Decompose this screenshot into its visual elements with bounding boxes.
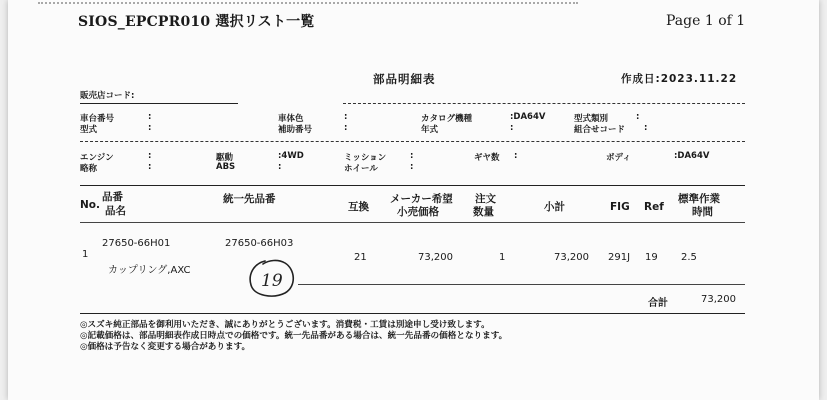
row-unified: 27650-66H03 <box>225 238 294 249</box>
colon: : <box>148 162 152 172</box>
header-ref: Ref <box>644 201 664 213</box>
row-fig: 291J <box>608 252 631 263</box>
header-maker-price-2: 小売価格 <box>397 206 439 218</box>
drive-value: :4WD <box>278 151 304 161</box>
drive-label: 駆動 <box>216 153 234 163</box>
gear-label: ギヤ数 <box>474 153 500 163</box>
scan-artifact <box>38 2 578 10</box>
row-part-name: カップリング,AXC <box>108 265 191 276</box>
row-price: 73,200 <box>418 252 453 263</box>
model-label: 型式 <box>80 125 98 135</box>
mission-label: ミッション <box>344 153 387 163</box>
color-label: 車体色 <box>278 114 304 124</box>
colon: : <box>344 123 348 133</box>
wheel-label: ホイール <box>344 164 378 174</box>
colon: : <box>510 123 514 133</box>
header-part-no: 品番 <box>102 191 123 203</box>
colon: : <box>644 123 648 133</box>
row-interchange: 21 <box>354 252 367 263</box>
brake-label: 略称 <box>80 164 98 174</box>
colon: : <box>636 112 640 122</box>
body-label: ボディ <box>606 153 631 163</box>
dealer-code-label: 販売店コード: <box>80 91 135 101</box>
header-no: No. <box>80 199 100 211</box>
note-2: ◎記載価格は、部品明細表作成日時点での価格です。統一先品番がある場合は、統一先品番の価格となります。 <box>80 331 508 341</box>
document-page <box>8 0 819 400</box>
sub-no-label: 補助番号 <box>278 125 313 135</box>
catalog-label: カタログ機種 <box>421 114 473 124</box>
colon: : <box>148 112 152 122</box>
handwritten-number: 19 <box>261 271 283 291</box>
rule <box>80 313 745 314</box>
row-ref: 19 <box>645 252 658 263</box>
colon: : <box>410 162 414 172</box>
note-1: ◎スズキ純正部品を御利用いただき、誠にありがとうございます。消費税・工賃は別途申し受け致します。 <box>80 320 490 330</box>
header-interchange: 互換 <box>348 201 369 213</box>
row-subtotal: 73,200 <box>554 252 589 263</box>
rule <box>298 284 745 285</box>
row-no: 1 <box>82 249 89 260</box>
rule <box>80 141 745 142</box>
rule <box>80 185 745 186</box>
report-title: SIOS_EPCPR010 選択リスト一覧 <box>78 14 315 30</box>
engine-label: エンジン <box>80 153 114 163</box>
total-value: 73,200 <box>701 294 736 305</box>
colon: : <box>410 151 414 161</box>
colon: : <box>148 123 152 133</box>
colon: : <box>148 151 152 161</box>
total-label: 合計 <box>648 298 668 309</box>
header-unified: 統一先品番 <box>223 193 276 205</box>
header-qty-1: 注文 <box>475 193 496 205</box>
colon: : <box>514 151 518 161</box>
document-title: 部品明細表 <box>373 72 436 86</box>
row-std-time: 2.5 <box>681 252 697 263</box>
created-date: 作成日:2023.11.22 <box>621 73 738 85</box>
combo-label: 組合せコード <box>574 125 626 135</box>
header-qty-2: 数量 <box>473 206 494 218</box>
rule <box>80 222 745 223</box>
catalog-value: :DA64V <box>510 112 546 122</box>
header-subtotal: 小計 <box>544 201 565 213</box>
row-part-no: 27650-66H01 <box>102 238 171 249</box>
colon: : <box>278 162 282 172</box>
page-number: Page 1 of 1 <box>666 13 746 29</box>
header-fig: FIG <box>610 201 630 213</box>
header-maker-price-1: メーカー希望 <box>390 193 453 205</box>
model-type-label: 型式類別 <box>574 114 609 124</box>
rule <box>80 103 238 104</box>
chassis-label: 車台番号 <box>80 114 115 124</box>
row-qty: 1 <box>499 252 506 263</box>
note-3: ◎価格は予告なく変更する場合があります。 <box>80 342 251 352</box>
abs-value: ABS <box>216 162 236 172</box>
header-std-time-2: 時間 <box>692 206 713 218</box>
rule <box>343 103 745 104</box>
header-std-time-1: 標準作業 <box>678 193 720 205</box>
year-label: 年式 <box>421 125 439 135</box>
handwritten-circle-mark <box>245 255 301 301</box>
body-value: :DA64V <box>674 151 710 161</box>
header-part-name: 品名 <box>105 205 126 217</box>
colon: : <box>344 112 348 122</box>
